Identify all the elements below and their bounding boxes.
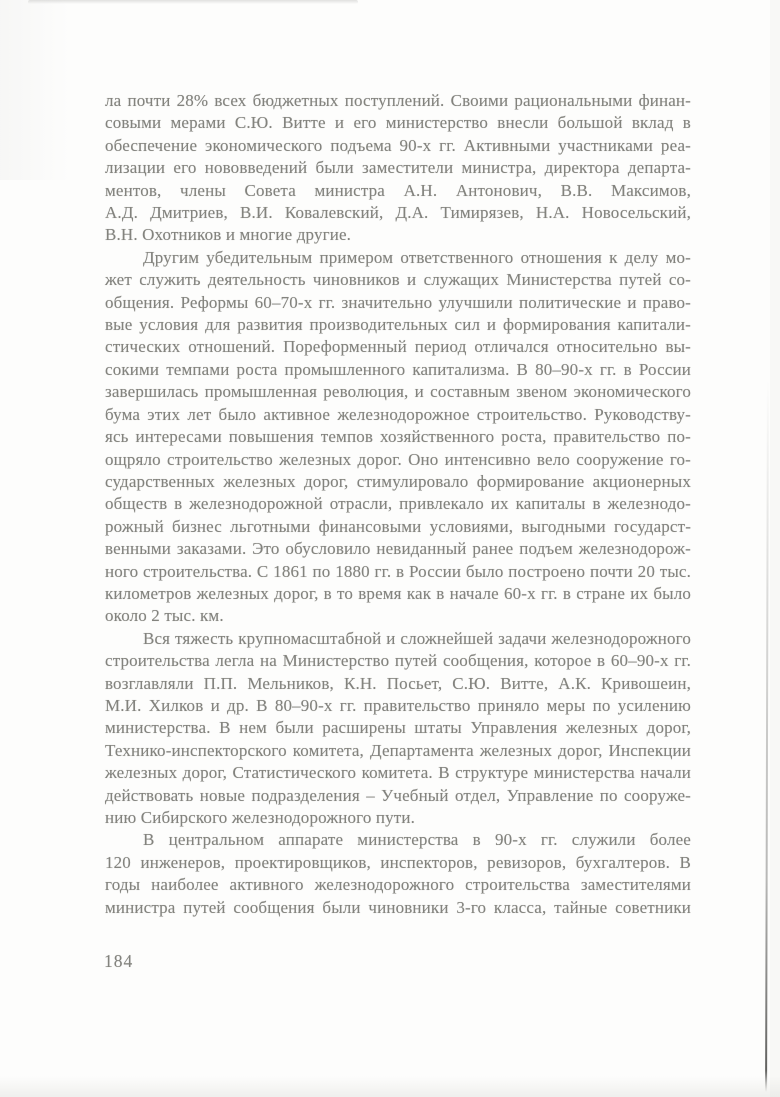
text-line: обществ в железнодорожной отрасли, привлекало их капиталы в железнодо- xyxy=(105,494,691,514)
text-line: совыми мерами С.Ю. Витте и его министерство внесли большой вклад в xyxy=(105,113,691,133)
page-number: 184 xyxy=(104,951,134,971)
text-line: действовать новые подразделения – Учебный отдел, Управление по сооруже- xyxy=(105,785,691,805)
text-line: Другим убедительным примером ответственного отношения к делу мо- xyxy=(143,247,691,267)
text-line: железных дорог, Статистического комитета. В структуре министерства начали xyxy=(105,763,691,783)
text-line: ощряло строительство железных дорог. Оно интенсивно вело сооружение го- xyxy=(105,449,691,469)
text-line: бума этих лет было активное железнодорожное строительство. Руководству- xyxy=(105,404,691,424)
text-line: Вся тяжесть крупномасштабной и сложнейшей задачи железнодорожного xyxy=(143,628,691,648)
text-line: стических отношений. Пореформенный период отличался относительно вы- xyxy=(105,337,691,357)
text-line: лизации его нововведений были заместители министра, директора департа- xyxy=(105,158,691,178)
text-line: ла почти 28% всех бюджетных поступлений. Своими рациональными финан- xyxy=(105,91,691,110)
text-line: ментов, члены Совета министра А.Н. Антонович, В.В. Максимов, xyxy=(105,180,691,200)
text-line: А.Д. Дмитриев, В.И. Ковалевский, Д.А. Тимирязев, Н.А. Новосельский, xyxy=(105,203,691,223)
text-line: сударственных железных дорог, стимулировало формирование акционерных xyxy=(105,471,691,491)
text-line: нию Сибирского железнодорожного пути. xyxy=(105,808,415,827)
scan-bottom-shadow xyxy=(0,1076,780,1097)
paragraph xyxy=(105,247,691,628)
text-line: рожный бизнес льготными финансовыми условиями, выгодными государст- xyxy=(105,516,691,536)
text-line: завершилась промышленная революция, и составным звеном экономического xyxy=(105,382,691,402)
text-line: общения. Реформы 60–70-х гг. значительно улучшили политические и право- xyxy=(105,292,691,312)
text-line: сокими темпами роста промышленного капитализма. В 80–90-х гг. в России xyxy=(105,359,691,379)
text-line: строительства легла на Министерство путей сообщения, которое в 60–90-х гг. xyxy=(105,651,691,671)
scan-corner-smudge xyxy=(0,0,70,180)
text-line: обеспечение экономического подъема 90-х гг. Активными участниками реа- xyxy=(105,135,691,155)
text-line: ясь интересами повышения темпов хозяйственного роста, правительство по- xyxy=(105,427,691,447)
text-line: В центральном аппарате министерства в 90-х гг. служили более xyxy=(143,830,691,850)
text-line: министерства. В нем были расширены штаты Управления железных дорог, xyxy=(105,718,691,738)
scan-spine-shadow xyxy=(765,380,769,1092)
text-line: вые условия для развития производительных сил и формирования капитали- xyxy=(105,315,691,335)
text-line: В.Н. Охотников и многие другие. xyxy=(105,225,352,245)
text-line: возглавляли П.П. Мельников, К.Н. Посьет, С.Ю. Витте, А.К. Кривошеин, xyxy=(105,673,691,693)
page-text-block xyxy=(105,90,691,919)
text-line: жет служить деятельность чиновников и служащих Министерства путей со- xyxy=(105,270,691,290)
scan-top-edge-shadow xyxy=(28,0,358,4)
text-line: 120 инженеров, проектировщиков, инспекторов, ревизоров, бухгалтеров. В xyxy=(105,852,691,872)
paragraph xyxy=(105,90,691,247)
text-line: около 2 тыс. км. xyxy=(105,606,224,626)
text-line: километров железных дорог, в то время как в начале 60-х гг. в стране их было xyxy=(105,583,691,603)
text-line: М.И. Хилков и др. В 80–90-х гг. правительство приняло меры по усилению xyxy=(105,695,691,715)
text-line: Технико-инспекторского комитета, Департамента железных дорог, Инспекции xyxy=(105,740,691,760)
text-line: ного строительства. С 1861 по 1880 гг. в России было построено почти 20 тыс. xyxy=(105,561,691,581)
text-line: венными заказами. Это обусловило невиданный ранее подъем железнодорож- xyxy=(105,539,691,559)
text-line: министра путей сообщения были чиновники 3-го класса, тайные советники xyxy=(105,897,691,917)
paragraph xyxy=(105,829,691,919)
paragraph xyxy=(105,628,691,830)
scan-page-edge xyxy=(770,0,780,1097)
text-line: годы наиболее активного железнодорожного строительства заместителями xyxy=(105,875,691,895)
